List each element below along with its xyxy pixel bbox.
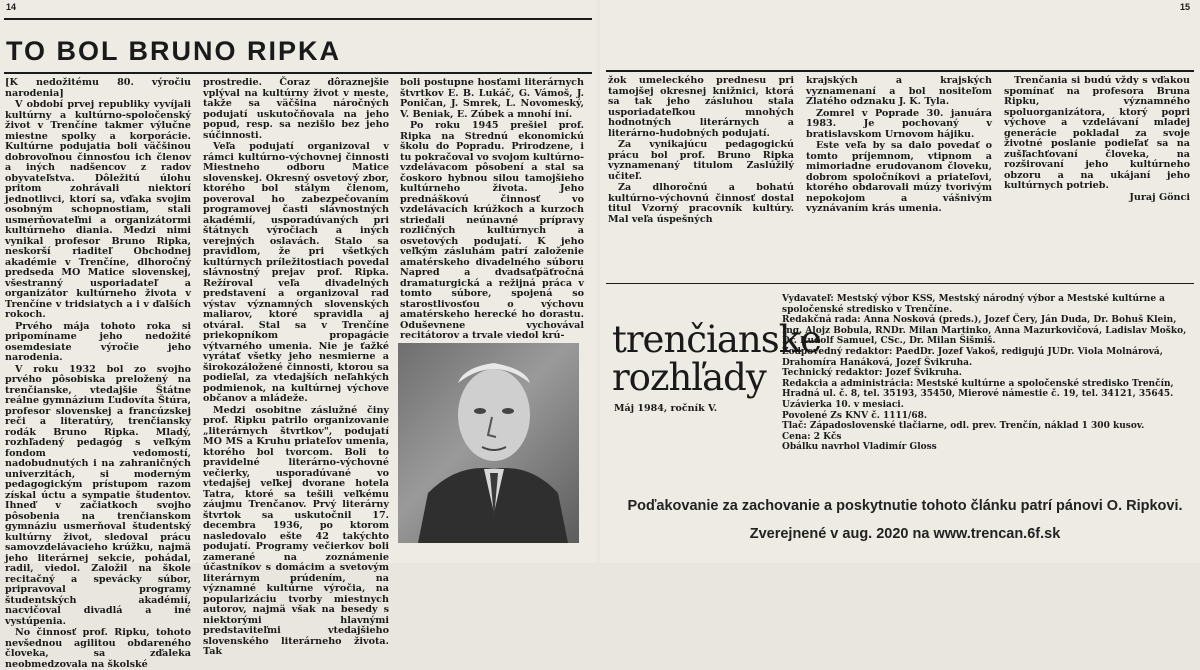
imprint-permit: Povolené Zs KNV č. 1111/68. [782, 410, 927, 421]
paragraph: No činnosť prof. Ripku, tohoto nevšednou agilitou obdareného človeka, sa zďaleka neobmedzovala na školské [5, 627, 191, 670]
headline-rule [4, 72, 592, 74]
masthead-line-1: trenčianske [612, 318, 822, 361]
paragraph: žok umeleckého prednesu pri tamojšej okresnej knižnici, ktorá sa tak jeho zásluhou stala usporiadateľkou mnohých hodnotných literárnych a literárno-hudobných podujatí. [608, 75, 794, 139]
article-subheading: [K nedožitému 80. výročiu narodenia] [5, 77, 191, 99]
paragraph: Trenčania si budú vždy s vďakou spomínať na profesora Bruna Ripku, významného spoluorganizátora, ktorý popri výchove a vzdelávaní mladej generácie pokladal za svoje životné poslanie podieľať sa na zušľachťovaní človeka, na rozširovaní jeho kultúrneho obzoru a na ukájaní jeho kultúrnych potrieb. [1004, 75, 1190, 191]
article-column-1 [5, 77, 191, 670]
paragraph: Zomrel v Poprade 30. januára 1983. Je pochovaný v bratislavskom Urnovom hájiku. [806, 107, 992, 140]
paragraph: Este veľa by sa dalo povedať o tomto príjemnom, vtipnom a mimoriadne erudovanom človeku, dobrom spoločníkovi a priateľovi, ktorého obdarovali múzy tvorivým nepokojom a vášnivým vyznávaním krás umenia. [806, 140, 992, 214]
article-column-6 [1004, 76, 1190, 276]
paragraph: boli postupne hosťami literárnych štvrtkov E. B. Lukáč, G. Vámoš, J. Poničan, J. Smrek, L. Novomeský, V. Beniak, E. Zúbek a mnohí iní. [400, 77, 584, 120]
paragraph: Po roku 1945 prešiel prof. Ripka na Strednú ekonomickú školu do Popradu. Prirodzene, i tu pokračoval vo svojom kultúrno-vzdelávacom pôsobení a stal sa čoskoro hybnou silou tamojšieho kultúrneho života. Jeho prednáškovú činnosť vo vzdelávacích krúžkoch a kurzoch striedali neúnavné prípravy rozličných kultúrnych a osvetových podujatí. K jeho veľkým zásluhám patrí založenie amatérskeho divadelného súboru Napred a dvadsaťpäťročná dramaturgická a režijná práca v tomto súbore, spojená so starostlivosťou o výchovu amatérskeho herecké ho dorastu. Oduševnene vychovával recitátorov a trvale viedol krú- [400, 120, 584, 341]
paragraph: V období prvej republiky vyvíjali kultúrny a kultúrno-spoločenský život v Trenčíne takmer výlučne miestne spolky a korporácie. Kultúrne podujatia boli väčšinou dobrovoľnou činnosťou ich členov a iných nadšencov z radov obyvateľstva. Dôležitú úlohu pritom zohrávali niektorí jednotlivci, ktorí sa, vďaka svojim osobným schopnostiam, stali usmerňovateľmi a organizátormi kultúrneho diania. Medzi nimi vynikal profesor Bruno Ripka, neskorší riaditeľ Obchodnej akadémie v Trenčíne, dlhoročný predseda MO Matice slovenskej, všestranný usporiadateľ a organizátor kultúrneho života v Trenčíne v tridsiatych a i v ďalších rokoch. [5, 99, 191, 320]
right-page [600, 0, 1200, 563]
paragraph: krajských a krajských vyznamenaní a bol nositeľom Zlatého odznaku J. K. Tyla. [806, 75, 992, 107]
paragraph: prostredie. Čoraz dôraznejšie vplýval na kultúrny život v meste, takže sa väčšina náročných podujatí uskutočňovala na jeho popud, resp. sa nezišlo bez jeho súčinnosti. [203, 77, 389, 141]
imprint-tech-editor: Technický redaktor: Jozef Švikruha. [782, 368, 962, 379]
top-rule-right [606, 70, 1194, 72]
credits-line-1: Poďakovanie za zachovanie a poskytnutie tohoto článku patrí pánovi O. Ripkovi. [627, 498, 1183, 514]
paragraph: Veľa podujatí organizoval v rámci kultúrno-výchovnej činnosti Miestneho odboru Matice slovenskej. Okresný osvetový zbor, ktorého bol stálym členom, poveroval ho zabezpečovaním programovej časti slávnostných akadémií, usporadúvaných pri štátnych výročiach a iných verejných oslavách. Stalo sa pravidlom, že pri všetkých kultúrnych príležitostiach povedal slávnostný prejav prof. Ripka. Režíroval veľa divadelných predstavení a organizoval rad výstav významných slovenských maliarov, ktoré spravidla aj otváral. Stal sa v Trenčíne priekopníkom propagácie výtvarného umenia. Nie je ťažké vyrátať všetky jeho nesmierne a širokozáložené činnosti, ktorou sa podieľal, za vtedajších neľahkých podmienok, na kultúrnej výchove občanov a mládeže. [203, 141, 389, 404]
imprint-block [782, 294, 1194, 453]
paragraph: Za vynikajúcu pedagogickú prácu bol prof. Bruno Ripka vyznamenaný titulom Zaslúžilý učiteľ. [608, 139, 794, 182]
imprint-print: Tlač: Západoslovenské tlačiarne, odl. prev. Trenčín, náklad 1 300 kusov. [782, 421, 1145, 432]
article-column-3 [400, 77, 584, 341]
portrait-photo [398, 343, 579, 543]
article-column-5 [806, 76, 992, 276]
imprint-board: Redakčná rada: Anna Nosková (preds.), Jozef Čery, Ján Duda, Dr. Bohuš Klein, Ing. Alojz Bobula, RNDr. Milan Martinko, Anna Mazurkovičová, Ladislav Moško, Dr. Rudolf Samuel, CSc., Dr. Milan Šišmiš. [782, 315, 1187, 347]
section-rule [606, 283, 1194, 284]
article-column-2 [203, 77, 389, 657]
paragraph: Medzi osobitne záslužné činy prof. Ripku patrilo organizovanie „literárnych štvrtkov", podujatí MO MS a Kruhu priateľov umenia, ktorého bol tvorcom. Boli to pravidelné literárno-výchovné večierky, usporadúvané vo vtedajšej veľkej dvorane hotela Tatra, ktoré sa tešili veľkému záujmu Trenčanov. Prvý literárny štvrtok sa uskutočnil 17. decembra 1936, po ktorom nasledovalo ešte 42 takýchto podujatí. Programy večierkov boli zamerané na zoznámenie účastníkov s domácim a svetovým literárnym prúdením, na významné kultúrne výročia, na popularizáciu tvorby miestnych autorov, najmä však na besedy s niektorými hlavnými predstaviteľmi vtedajšieho slovenského literárneho života. Tak [203, 404, 389, 657]
issue-date: Máj 1984, ročník V. [614, 403, 718, 414]
imprint-address: Redakcia a administrácia: Mestské kultúrne a spoločenské stredisko Trenčín, Hradná ul. č. 8, tel. 35193, 35450, Mierové námestie č. 19, tel. 34121, 35645. [782, 378, 1174, 400]
credits-note [620, 492, 1190, 548]
top-rule-left [4, 18, 592, 20]
imprint-editor: Zodpovedný redaktor: PaedDr. Jozef Vakoš, redigujú JUDr. Viola Molnárová, Drahomíra Hanáková, Jozef Švikruha. [782, 346, 1163, 368]
imprint-deadline: Uzávierka 10. v mesiaci. [782, 399, 904, 410]
credits-line-2: Zverejnené v aug. 2020 na www.trencan.6f.sk [749, 526, 1061, 542]
left-page [0, 0, 597, 670]
paragraph: Za dlhoročnú a bohatú kultúrno-výchovnú činnosť dostal titul Vzorný pracovník kultúry. Mal veľa úspešných [608, 182, 794, 225]
masthead-line-2: rozhľady [612, 356, 766, 399]
article-headline: TO BOL BRUNO RIPKA [6, 36, 342, 66]
imprint-publisher: Vydavateľ: Mestský výbor KSS, Mestský národný výbor a Mestské kultúrne a spoločenské stredisko v Trenčíne. [782, 294, 1166, 315]
imprint-price: Cena: 2 Kčs [782, 431, 842, 442]
article-column-4 [608, 76, 794, 276]
paragraph: Prvého mája tohoto roka si pripomíname jeho nedožité osemdesiate výročie jeho narodenia. [5, 320, 191, 363]
paragraph: V roku 1932 bol zo svojho prvého pôsobiska preložený na trenčianske, vtedajšie Štátne reálne gymnázium Ľudovíta Štúra, profesor slovenskej a francúzskej reči a literatúry, trenčiansky rodák Bruno Ripka. Mladý, rozhľadený pedagóg s veľkým fondom vedomostí, nadobudnutých i na zahraničných univerzitách, si moderným pedagogickým prístupom razom získal úctu a sympatie študentov. Ihneď v začiatkoch svojho pôsobenia na trenčianskom gymnáziu usmerňoval študentský kultúrny život, sledoval prácu samovzdelávacieho krúžku, najmä jeho literárnej sekcie, pohádal, radil, viedol. Založil na škole recitačný a spevácky súbor, pripravoval programy študentských akadémií, nacvičoval divadlá a iné vystúpenia. [5, 363, 191, 627]
imprint-cover: Obálku navrhol Vladimír Gloss [782, 442, 937, 453]
page-number-right: 15 [1179, 2, 1190, 12]
author-signature: Juraj Gönci [1129, 191, 1190, 203]
page-number-left: 14 [6, 2, 17, 12]
